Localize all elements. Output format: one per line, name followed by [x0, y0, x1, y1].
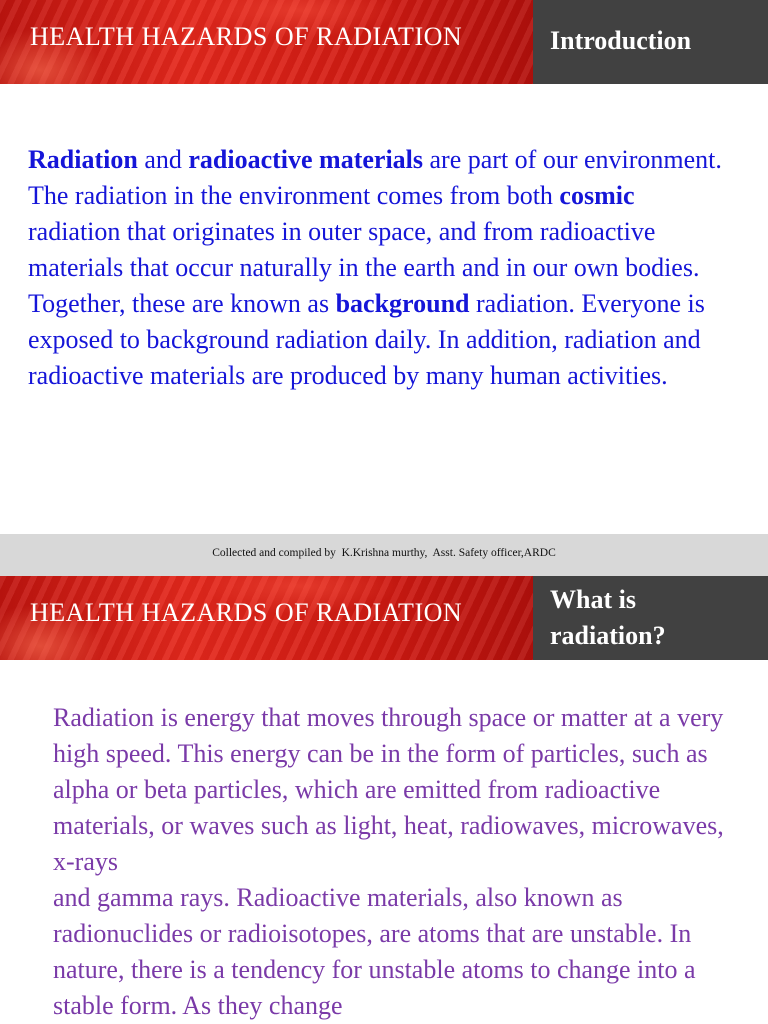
section-label [550, 582, 750, 654]
definition-paragraph [53, 700, 743, 1024]
slide-header-banner [0, 576, 533, 660]
footer-credit: Collected and compiled by K.Krishna murthy, Asst. Safety officer,ARDC [212, 547, 556, 559]
section-label: Introduction [550, 26, 692, 55]
section-label-box [533, 576, 768, 660]
paragraph-text: radiation that originates in outer space, and from radioactive materials that occur naturally in the earth and in our own bodies. Together, these are known as [28, 217, 700, 318]
term-cosmic: cosmic [559, 181, 635, 210]
page-footer [0, 534, 768, 576]
paragraph-part: Radiation is energy that moves through space or matter at a very high speed. This energy can be in the form of particles, such as alpha or beta particles, which are emitted from radioactive materials, or waves such as light, heat, radiowaves, microwaves, x-rays [53, 703, 724, 876]
paragraph-text: radiation. Everyone is exposed to background radiation daily. In addition, radiation and radioactive materials are produced by many human activities. [28, 289, 705, 390]
slide-header-title: HEALTH HAZARDS OF RADIATION [30, 598, 463, 627]
section-label-line: What is [550, 585, 636, 614]
term-radiation: Radiation [28, 145, 138, 174]
slide-header-title: HEALTH HAZARDS OF RADIATION [30, 22, 463, 51]
term-background: background [335, 289, 470, 318]
term-radioactive-materials: radioactive materials [188, 145, 424, 174]
paragraph-text: are part of our environment. The radiation in the environment comes from both [28, 145, 722, 210]
paragraph-part: and gamma rays. Radioactive materials, also known as radionuclides or radioisotopes, are atoms that are unstable. In nature, there is a tendency for unstable atoms to change into a stable form. As they change [53, 883, 696, 1020]
section-label-line: radiation? [550, 621, 666, 650]
paragraph-text: and [137, 145, 189, 174]
